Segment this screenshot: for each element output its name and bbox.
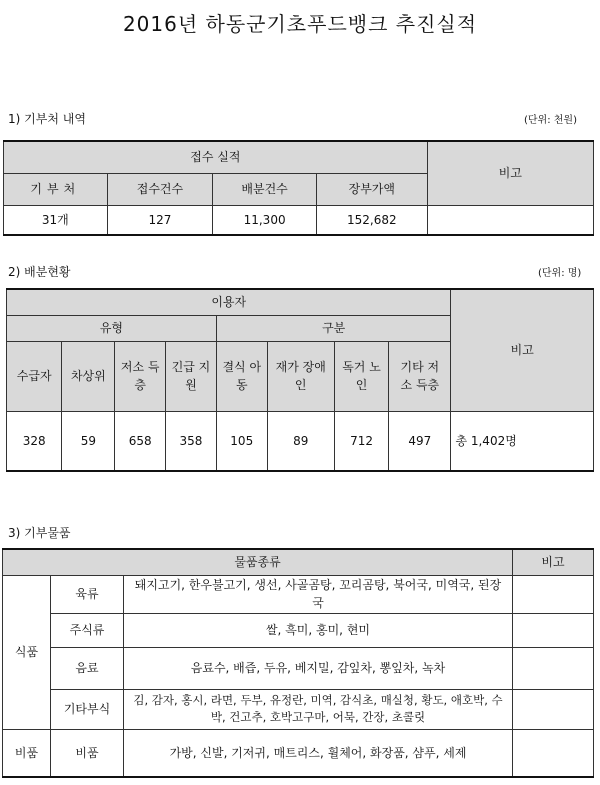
cell: 89 bbox=[267, 411, 334, 471]
col-header: 긴급 지원 bbox=[166, 341, 217, 411]
donated-goods-table bbox=[2, 548, 594, 778]
items-cell: 돼지고기, 한우불고기, 생선, 사골곰탕, 꼬리곰탕, 북어국, 미역국, 된장국 bbox=[124, 575, 513, 613]
cell: 59 bbox=[62, 411, 115, 471]
col-header: 접수건수 bbox=[107, 173, 213, 205]
items-cell: 김, 감자, 홍시, 라면, 두부, 유정란, 미역, 감식초, 매실청, 황도, 애호박, 수박, 건고추, 호박고구마, 어묵, 간장, 초콜릿 bbox=[124, 689, 513, 729]
cell: 658 bbox=[115, 411, 166, 471]
category-food: 식품 bbox=[3, 575, 51, 729]
col-header: 배분건수 bbox=[213, 173, 317, 205]
subcategory: 주식류 bbox=[51, 613, 124, 647]
col-header: 기부처 bbox=[4, 173, 108, 205]
remark-header: 비고 bbox=[427, 141, 593, 205]
remark-cell: 총 1,402명 bbox=[451, 411, 594, 471]
cell: 127 bbox=[107, 205, 213, 235]
col-header: 저소 득층 bbox=[115, 341, 166, 411]
cell: 712 bbox=[334, 411, 388, 471]
cell: 31개 bbox=[4, 205, 108, 235]
cell: 358 bbox=[166, 411, 217, 471]
col-header: 결식 아동 bbox=[216, 341, 267, 411]
col-header: 수급자 bbox=[7, 341, 62, 411]
section2-unit: (단위: 명) bbox=[538, 268, 582, 279]
remark-cell bbox=[513, 575, 594, 613]
col-header: 차상위 bbox=[62, 341, 115, 411]
remark-cell bbox=[513, 689, 594, 729]
category-goods: 비품 bbox=[3, 729, 51, 777]
remark-header: 비고 bbox=[451, 289, 594, 411]
remark-cell bbox=[513, 729, 594, 777]
cell: 11,300 bbox=[213, 205, 317, 235]
items-cell: 가방, 신발, 기저귀, 매트리스, 휠체어, 화장품, 샴푸, 세제 bbox=[124, 729, 513, 777]
page-title: 2016년 하동군기초푸드뱅크 추진실적 bbox=[122, 12, 478, 36]
distribution-table bbox=[6, 288, 594, 472]
remark-header: 비고 bbox=[513, 549, 594, 575]
group-header: 접수 실적 bbox=[4, 141, 428, 173]
subcategory: 기타부식 bbox=[51, 689, 124, 729]
cell: 105 bbox=[216, 411, 267, 471]
section3-heading: 3) 기부물품 bbox=[8, 526, 71, 540]
items-cell: 쌀, 흑미, 홍미, 현미 bbox=[124, 613, 513, 647]
section1-unit: (단위: 천원) bbox=[524, 115, 577, 126]
col-header: 재가 장애인 bbox=[267, 341, 334, 411]
sub-header-type: 유형 bbox=[7, 315, 217, 341]
col-header: 독거 노인 bbox=[334, 341, 388, 411]
col-header: 기타 저소 득층 bbox=[389, 341, 451, 411]
items-header: 물품종류 bbox=[3, 549, 513, 575]
col-header: 장부가액 bbox=[316, 173, 427, 205]
section1-heading: 1) 기부처 내역 bbox=[8, 112, 86, 126]
donor-table bbox=[3, 140, 594, 236]
subcategory: 육류 bbox=[51, 575, 124, 613]
cell: 328 bbox=[7, 411, 62, 471]
remark-cell bbox=[513, 613, 594, 647]
subcategory: 비품 bbox=[51, 729, 124, 777]
remark-cell bbox=[427, 205, 593, 235]
sub-header-division: 구분 bbox=[216, 315, 451, 341]
subcategory: 음료 bbox=[51, 647, 124, 689]
cell: 152,682 bbox=[316, 205, 427, 235]
cell: 497 bbox=[389, 411, 451, 471]
section2-heading: 2) 배분현황 bbox=[8, 265, 71, 279]
group-header: 이용자 bbox=[7, 289, 451, 315]
items-cell: 음료수, 배즙, 두유, 베지밀, 감잎차, 뽕잎차, 녹차 bbox=[124, 647, 513, 689]
remark-cell bbox=[513, 647, 594, 689]
